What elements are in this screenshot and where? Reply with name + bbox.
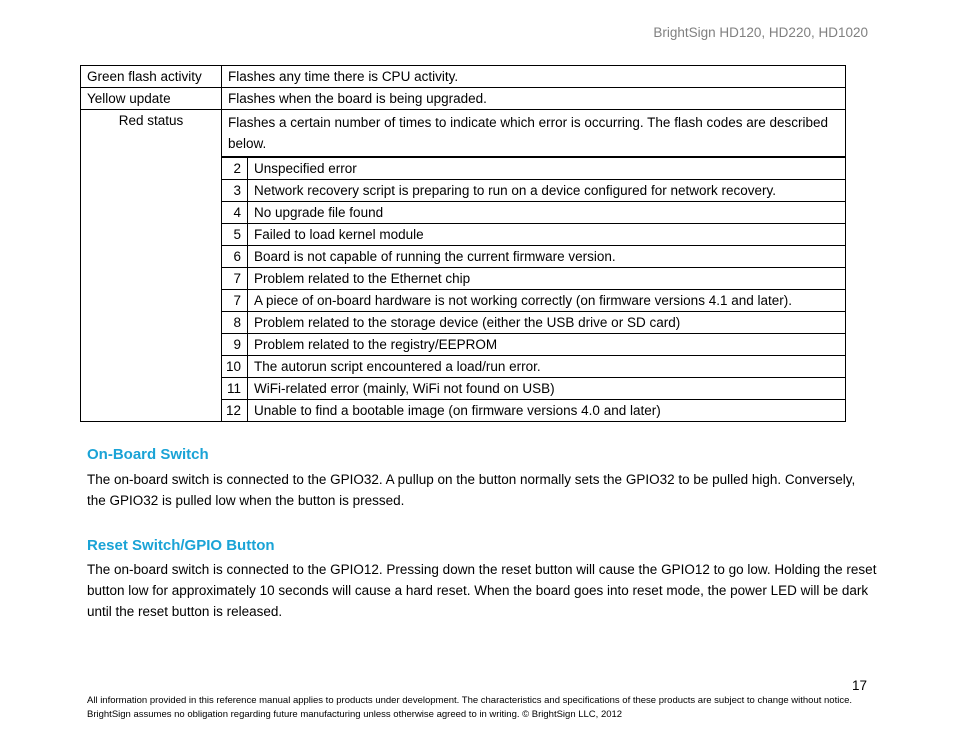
row-label: Yellow update xyxy=(81,88,222,110)
code-text: Unable to find a bootable image (on firmware versions 4.0 and later) xyxy=(248,400,846,422)
table-row xyxy=(222,246,845,268)
code-number: 5 xyxy=(222,224,248,246)
code-number: 11 xyxy=(222,378,248,400)
code-number: 4 xyxy=(222,202,248,224)
row-description: Flashes a certain number of times to indicate which error is occurring. The flash codes are described below. xyxy=(222,110,846,157)
code-text: Problem related to the storage device (either the USB drive or SD card) xyxy=(248,312,846,334)
code-number: 2 xyxy=(222,158,248,180)
section-body-reset-switch: The on-board switch is connected to the GPIO12. Pressing down the reset button will cause the GPIO12 to go low. Holding the reset button low for approximately 10 seconds will cause a hard reset. When the board goes into reset mode, the power LED will be dark until the reset button is released. xyxy=(87,562,877,619)
table-row xyxy=(222,158,845,180)
code-text: Network recovery script is preparing to run on a device configured for network recovery. xyxy=(248,180,846,202)
code-number: 9 xyxy=(222,334,248,356)
code-number: 10 xyxy=(222,356,248,378)
table-row xyxy=(222,290,845,312)
table-row xyxy=(81,66,846,88)
code-text: Problem related to the Ethernet chip xyxy=(248,268,846,290)
code-number: 6 xyxy=(222,246,248,268)
table-row xyxy=(222,202,845,224)
table-row xyxy=(222,378,845,400)
row-description: Flashes when the board is being upgraded. xyxy=(222,88,846,110)
section-body-on-board-switch: The on-board switch is connected to the GPIO32. A pullup on the button normally sets the GPIO32 to be pulled high. Conversely, the GPIO32 is pulled low when the button is pressed. xyxy=(87,472,856,508)
code-text: Unspecified error xyxy=(248,158,846,180)
page-number: 17 xyxy=(852,678,868,693)
document-header-title: BrightSign HD120, HD220, HD1020 xyxy=(653,25,868,40)
table-row xyxy=(222,356,845,378)
code-number: 12 xyxy=(222,400,248,422)
table-row xyxy=(222,312,845,334)
code-text: Failed to load kernel module xyxy=(248,224,846,246)
code-number: 7 xyxy=(222,268,248,290)
table-row xyxy=(222,334,845,356)
code-number: 3 xyxy=(222,180,248,202)
code-text: The autorun script encountered a load/run error. xyxy=(248,356,846,378)
code-number: 8 xyxy=(222,312,248,334)
code-number: 7 xyxy=(222,290,248,312)
flash-codes-cell xyxy=(222,157,846,422)
code-text: No upgrade file found xyxy=(248,202,846,224)
code-text: A piece of on-board hardware is not working correctly (on firmware versions 4.1 and later). xyxy=(248,290,846,312)
code-text: Problem related to the registry/EEPROM xyxy=(248,334,846,356)
row-description: Flashes any time there is CPU activity. xyxy=(222,66,846,88)
row-label: Green flash activity xyxy=(81,66,222,88)
table-row xyxy=(81,88,846,110)
code-text: Board is not capable of running the current firmware version. xyxy=(248,246,846,268)
code-text: WiFi-related error (mainly, WiFi not found on USB) xyxy=(248,378,846,400)
footer-disclaimer: All information provided in this reference manual applies to products under development. The characteristics and specifications of these products are subject to change without notice. BrightSign assumes no obligation regarding future manufacturing unless otherwise agreed to in writing. © BrightSign LLC, 2012 xyxy=(87,695,853,720)
section-heading-on-board-switch: On-Board Switch xyxy=(87,446,209,463)
table-row xyxy=(222,224,845,246)
table-row xyxy=(222,400,845,422)
table-row xyxy=(222,268,845,290)
flash-codes-table xyxy=(222,157,845,421)
led-status-table xyxy=(80,65,846,422)
row-label: Red status xyxy=(81,110,222,422)
table-row xyxy=(222,180,845,202)
table-row xyxy=(81,110,846,157)
section-heading-reset-switch: Reset Switch/GPIO Button xyxy=(87,537,275,554)
